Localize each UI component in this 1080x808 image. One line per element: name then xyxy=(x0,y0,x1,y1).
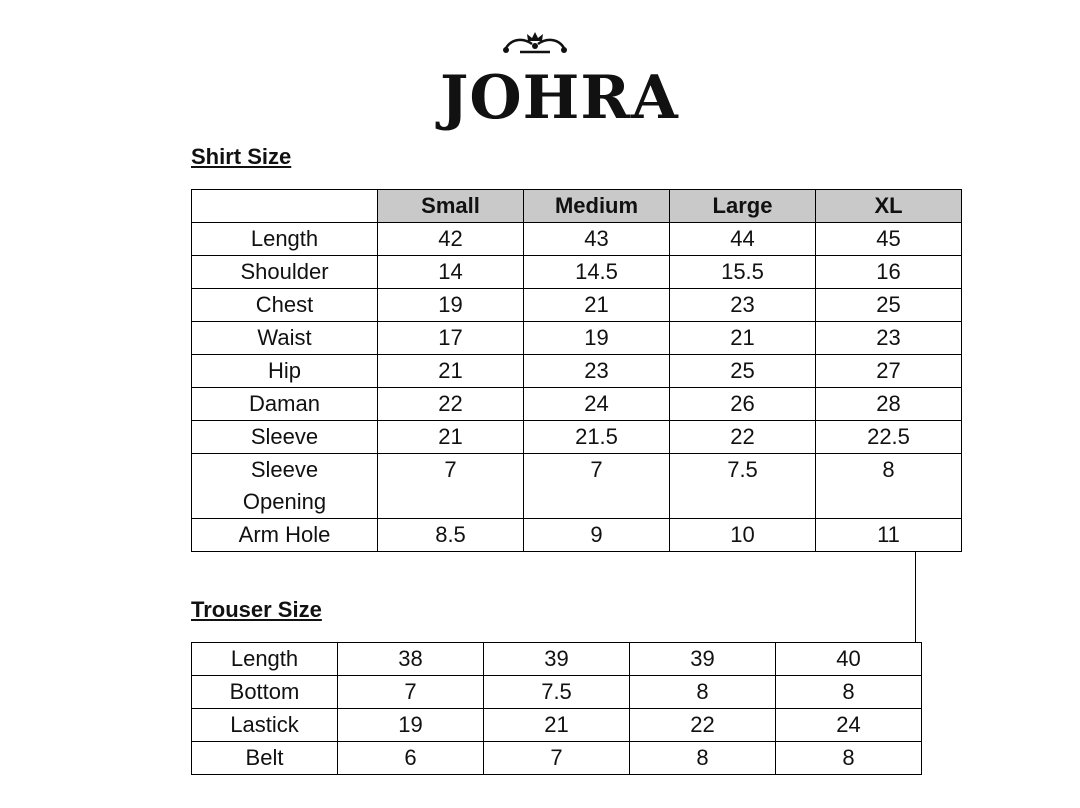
measurement-cell: 11 xyxy=(816,519,962,552)
measurement-cell: 19 xyxy=(378,289,524,322)
measurement-cell: 39 xyxy=(484,643,630,676)
row-label: Bottom xyxy=(192,676,338,709)
measurement-cell: 44 xyxy=(670,223,816,256)
measurement-cell: 21 xyxy=(524,289,670,322)
measurement-cell: 8 xyxy=(630,676,776,709)
measurement-cell: 8 xyxy=(816,454,962,519)
measurement-cell: 22 xyxy=(670,421,816,454)
measurement-cell: 10 xyxy=(670,519,816,552)
measurement-cell: 25 xyxy=(670,355,816,388)
measurement-cell: 22 xyxy=(378,388,524,421)
row-label: Length xyxy=(192,223,378,256)
measurement-cell: 8 xyxy=(776,676,922,709)
trouser-size-table xyxy=(191,642,922,775)
row-label: Length xyxy=(192,643,338,676)
table-row xyxy=(192,223,962,256)
measurement-cell: 7 xyxy=(338,676,484,709)
crown-ornament-icon xyxy=(500,30,570,60)
table-row xyxy=(192,519,962,552)
measurement-cell: 22.5 xyxy=(816,421,962,454)
measurement-cell: 22 xyxy=(630,709,776,742)
row-label: Arm Hole xyxy=(192,519,378,552)
row-label: Daman xyxy=(192,388,378,421)
table-row xyxy=(192,709,922,742)
measurement-cell: 19 xyxy=(524,322,670,355)
row-label: Sleeve xyxy=(192,421,378,454)
measurement-cell: 8 xyxy=(776,742,922,775)
measurement-cell: 40 xyxy=(776,643,922,676)
table-divider xyxy=(915,551,916,643)
measurement-cell: 45 xyxy=(816,223,962,256)
table-row xyxy=(192,742,922,775)
table-row xyxy=(192,388,962,421)
table-row xyxy=(192,256,962,289)
measurement-cell: 42 xyxy=(378,223,524,256)
header-corner-cell xyxy=(192,190,378,223)
row-label: Waist xyxy=(192,322,378,355)
table-row xyxy=(192,421,962,454)
trouser-size-title: Trouser Size xyxy=(191,597,322,622)
measurement-cell: 17 xyxy=(378,322,524,355)
measurement-cell: 14.5 xyxy=(524,256,670,289)
column-header: Small xyxy=(378,190,524,223)
shirt-size-table xyxy=(191,189,962,552)
column-header: Large xyxy=(670,190,816,223)
row-label: Shoulder xyxy=(192,256,378,289)
measurement-cell: 15.5 xyxy=(670,256,816,289)
row-label: Hip xyxy=(192,355,378,388)
measurement-cell: 7 xyxy=(484,742,630,775)
column-header: Medium xyxy=(524,190,670,223)
measurement-cell: 7.5 xyxy=(484,676,630,709)
measurement-cell: 8 xyxy=(630,742,776,775)
measurement-cell: 7.5 xyxy=(670,454,816,519)
row-label: Sleeve Opening xyxy=(192,454,378,519)
row-label: Belt xyxy=(192,742,338,775)
row-label: Chest xyxy=(192,289,378,322)
measurement-cell: 24 xyxy=(776,709,922,742)
row-label: Lastick xyxy=(192,709,338,742)
column-header: XL xyxy=(816,190,962,223)
table-row xyxy=(192,676,922,709)
measurement-cell: 7 xyxy=(378,454,524,519)
measurement-cell: 23 xyxy=(524,355,670,388)
measurement-cell: 25 xyxy=(816,289,962,322)
measurement-cell: 7 xyxy=(524,454,670,519)
measurement-cell: 28 xyxy=(816,388,962,421)
measurement-cell: 9 xyxy=(524,519,670,552)
table-row xyxy=(192,289,962,322)
measurement-cell: 21 xyxy=(378,421,524,454)
measurement-cell: 27 xyxy=(816,355,962,388)
measurement-cell: 23 xyxy=(816,322,962,355)
measurement-cell: 8.5 xyxy=(378,519,524,552)
measurement-cell: 24 xyxy=(524,388,670,421)
measurement-cell: 21 xyxy=(484,709,630,742)
measurement-cell: 38 xyxy=(338,643,484,676)
table-row xyxy=(192,643,922,676)
table-row xyxy=(192,322,962,355)
measurement-cell: 21.5 xyxy=(524,421,670,454)
table-row xyxy=(192,355,962,388)
measurement-cell: 16 xyxy=(816,256,962,289)
table-row xyxy=(192,454,962,519)
measurement-cell: 14 xyxy=(378,256,524,289)
table-header-row xyxy=(192,190,962,223)
measurement-cell: 21 xyxy=(378,355,524,388)
brand-logo xyxy=(438,30,679,133)
measurement-cell: 43 xyxy=(524,223,670,256)
measurement-cell: 19 xyxy=(338,709,484,742)
measurement-cell: 6 xyxy=(338,742,484,775)
measurement-cell: 21 xyxy=(670,322,816,355)
measurement-cell: 26 xyxy=(670,388,816,421)
measurement-cell: 23 xyxy=(670,289,816,322)
shirt-size-title: Shirt Size xyxy=(191,144,292,169)
brand-wordmark: JOHRA xyxy=(440,63,679,133)
measurement-cell: 39 xyxy=(630,643,776,676)
